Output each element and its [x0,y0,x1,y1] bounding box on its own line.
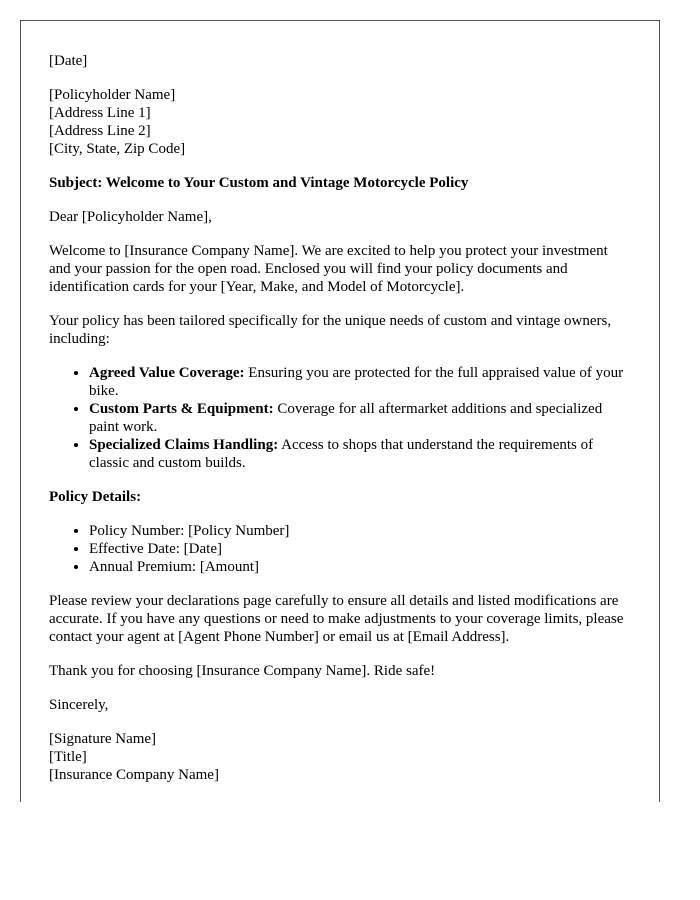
list-item [89,364,631,400]
intro-paragraph: Welcome to [Insurance Company Name]. We are excited to help you protect your investment and your passion for the open road. Enclosed you will find your policy documents and identification cards for your [Year, Make, and Model of Motorcycle]. [49,243,608,295]
address-line: [City, State, Zip Code] [49,141,186,157]
tailored-paragraph: Your policy has been tailored specifically for the unique needs of custom and vintage owners, including: [49,313,612,347]
list-item: • Effective Date: [Date] [89,540,631,558]
list-item: • Policy Number: [Policy Number] [89,522,631,540]
address-line: [Address Line 2] [49,123,151,139]
address-line: [Address Line 1] [49,105,151,121]
signature-title: [Title] [49,749,87,765]
feature-label: Agreed Value Coverage: [89,365,245,381]
policy-details-heading: Policy Details: [49,489,142,505]
list-item: • Annual Premium: [Amount] [89,558,631,576]
thanks-paragraph: Thank you for choosing [Insurance Company Name]. Ride safe! [49,663,436,679]
feature-text: Access to shops that understand the requirements of classic and custom builds. [89,437,594,471]
letter-page [20,20,660,802]
salutation: Dear [Policyholder Name], [49,209,212,225]
address-line: [Policyholder Name] [49,87,176,103]
features-list [49,364,631,472]
letter-date: [Date] [49,53,88,69]
policy-details-list [49,522,631,576]
list-item [89,436,631,472]
review-paragraph: Please review your declarations page carefully to ensure all details and listed modifications are accurate. If you have any questions or need to make adjustments to your coverage limits, please contact your agent at [Agent Phone Number] or email us at [Email Address]. [49,593,624,645]
feature-text: Ensuring you are protected for the full appraised value of your bike. [89,365,624,399]
letter-subject: Subject: Welcome to Your Custom and Vintage Motorcycle Policy [49,175,469,191]
feature-text: Coverage for all aftermarket additions and specialized paint work. [89,401,603,435]
signature-block [49,730,631,784]
feature-label: Custom Parts & Equipment: [89,401,274,417]
signature-name: [Signature Name] [49,731,157,747]
feature-label: Specialized Claims Handling: [89,437,279,453]
list-item [89,400,631,436]
closing: Sincerely, [49,697,109,713]
recipient-address [49,86,631,158]
signature-company: [Insurance Company Name] [49,767,219,783]
